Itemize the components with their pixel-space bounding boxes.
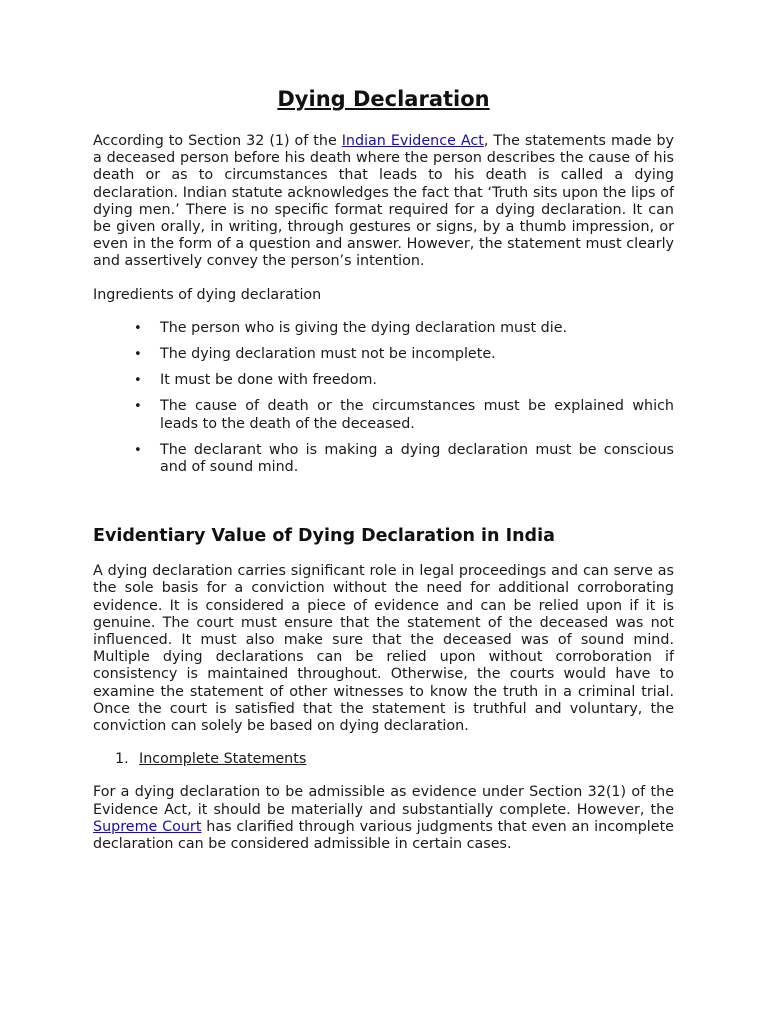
list-item: • The dying declaration must not be incomplete. (160, 346, 674, 363)
supreme-court-link[interactable]: Supreme Court (93, 818, 202, 835)
list-number: 1. (115, 751, 129, 768)
list-item: • The declarant who is making a dying declaration must be conscious and of sound mind. (160, 442, 674, 476)
incomplete-text-after-link: has clarified through various judgments that even an incomplete declaration can be considered admissible in certain cases. (93, 818, 674, 853)
document-page (93, 85, 674, 853)
list-item-text: Incomplete Statements (139, 751, 307, 768)
numbered-list-item (115, 751, 674, 768)
indian-evidence-act-link[interactable]: Indian Evidence Act (341, 133, 484, 149)
intro-paragraph (93, 133, 674, 271)
list-item: • It must be done with freedom. (160, 372, 674, 389)
ingredients-list (93, 320, 674, 476)
numbered-list (93, 751, 674, 768)
list-item: • The cause of death or the circumstances must be explained which leads to the death of the deceased. (160, 398, 674, 432)
list-item: • The person who is giving the dying declaration must die. (160, 320, 674, 337)
ingredients-label: Ingredients of dying declaration (93, 286, 322, 303)
section-heading: Evidentiary Value of Dying Declaration in India (93, 526, 555, 547)
document-title: Dying Declaration (277, 87, 490, 111)
incomplete-text-before-link: For a dying declaration to be admissible as evidence under Section 32(1) of the Evidence Act, it should be materially and substantially complete. However, the (93, 784, 674, 818)
evidentiary-paragraph: A dying declaration carries significant role in legal proceedings and can serve as the sole basis for a conviction without the need for additional corroborating evidence. It is considered a piece of evidence and can be relied upon if it is genuine. The court must ensure that the statement of the deceased was not influenced. It must also make sure that the deceased was of sound mind. Multiple dying declarations can be relied upon without corroboration if consistency is maintained throughout. Otherwise, the courts would have to examine the statement of other witnesses to know the truth in a criminal trial. Once the court is satisfied that the statement is truthful and voluntary, the conviction can solely be based on dying declaration. (93, 563, 674, 735)
intro-text-after-link: , The statements made by a deceased person before his death where the person describes the cause of his death or as to circumstances that leads to his death is called a dying declaration. Indian statute acknowledges the fact that ‘Truth sits upon the lips of dying men.’ There is no specific format required for a dying declaration. It can be given orally, in writing, through gestures or signs, by a thumb impression, or even in the form of a question and answer. However, the statement must clearly and assertively convey the person’s intention. (93, 133, 675, 270)
incomplete-paragraph (93, 784, 674, 853)
intro-text-before-link: According to Section 32 (1) of the (93, 133, 342, 149)
